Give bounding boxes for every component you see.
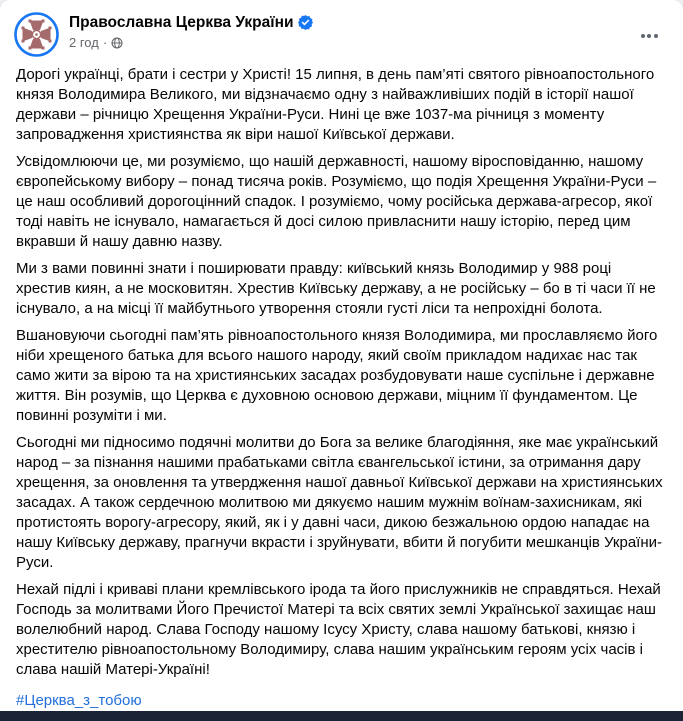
attached-image-top-edge[interactable] (0, 711, 683, 721)
more-options-button[interactable] (631, 18, 667, 54)
hashtag-link[interactable]: #Церква_з_тобою (16, 692, 142, 709)
post-header (0, 0, 683, 63)
church-logo-icon (14, 12, 59, 57)
ellipsis-icon (654, 34, 658, 38)
timestamp-link[interactable]: 2 год (69, 35, 99, 50)
post-paragraph: Вшановуючи сьогодні пам’ять рівноапостольного князя Володимира, ми прославляємо його ніби хрещеного батька для всього нашого народу, який своїм прикладом надихає нас так само жити за вірою та на християнських засадах розбудовувати наше суспільне і державне життя. Він розумів, що Церква є духовною основою держави, міцним її фундаментом. Це повинні розуміти і ми. (16, 327, 658, 424)
post-paragraph: Усвідомлюючи це, ми розуміємо, що нашій державності, нашому віросповіданню, нашому європейському вибору – понад тисяча років. Розуміємо, що подія Хрещення України-Руси – це наш особливий дорогоцінний спадок. І розуміємо, чому російська держава-агресор, якої тоді навіть не існувало, намагається й досі силою привласнити нашу історію, перед цим вкравши й нашу давню назву. (16, 153, 657, 250)
page-avatar[interactable] (14, 12, 59, 57)
globe-public-icon (111, 37, 123, 49)
post-text (0, 63, 683, 711)
post-paragraph: Дорогі українці, брати і сестри у Христі! 15 липня, в день пам’яті святого рівноапостольного князя Володимира Великого, ми відзначаємо одну з найважливіших подій в історії нашої держави – річницю Хрещення України-Руси. Нині це вже 1037-ма річниця з моменту запровадження християнства як віри нашої Київської держави. (16, 66, 655, 143)
dot-separator: · (102, 35, 108, 50)
post-paragraph: Нехай підлі і криваві плани кремлівського ірода та його прислужників не справдяться. Нехай Господь за молитвами Його Пречистої Матері та всіх святих землі Української захищає наш волелюбний народ. Слава Господу нашому Ісусу Христу, слава нашому батькові, князю і хрестителю рівноапостольному Володимиру, слава нашим українським героям усіх часів і слава нашій Матері-Україні! (16, 581, 661, 678)
verified-badge-icon (298, 15, 313, 30)
post-paragraph: Сьогодні ми підносимо подячні молитви до Бога за велике благодіяння, яке має український народ – за пізнання нашими прабатьками світла євангельської істини, за отримання дару хрещення, за оновлення та утвердження нашої давньої Київської держави на християнських засадах. А також сердечною молитвою ми дякуємо нашим мужнім воїнам-захисникам, які протистоять ворогу-агресору, який, як і у давні часи, дикою безжальною ордою нападає на нашу Київську державу, прагнучи вкрасти і зруйнувати, вбити й погубити мешканців України-Руси. (16, 434, 663, 571)
name-row (69, 13, 313, 32)
header-meta (69, 12, 313, 51)
ellipsis-icon (641, 34, 645, 38)
post-meta-row (69, 35, 313, 51)
page-name-link[interactable]: Православна Церква України (69, 14, 294, 31)
ellipsis-icon (647, 34, 651, 38)
post-paragraph: Ми з вами повинні знати і поширювати правду: київський князь Володимир у 988 році хрестив киян, а не московитян. Хрестив Київську державу, а не російську – бо в ті часи її не існувало, а на місці її майбутнього утворення стояли густі ліси та непрохідні болота. (16, 260, 656, 317)
